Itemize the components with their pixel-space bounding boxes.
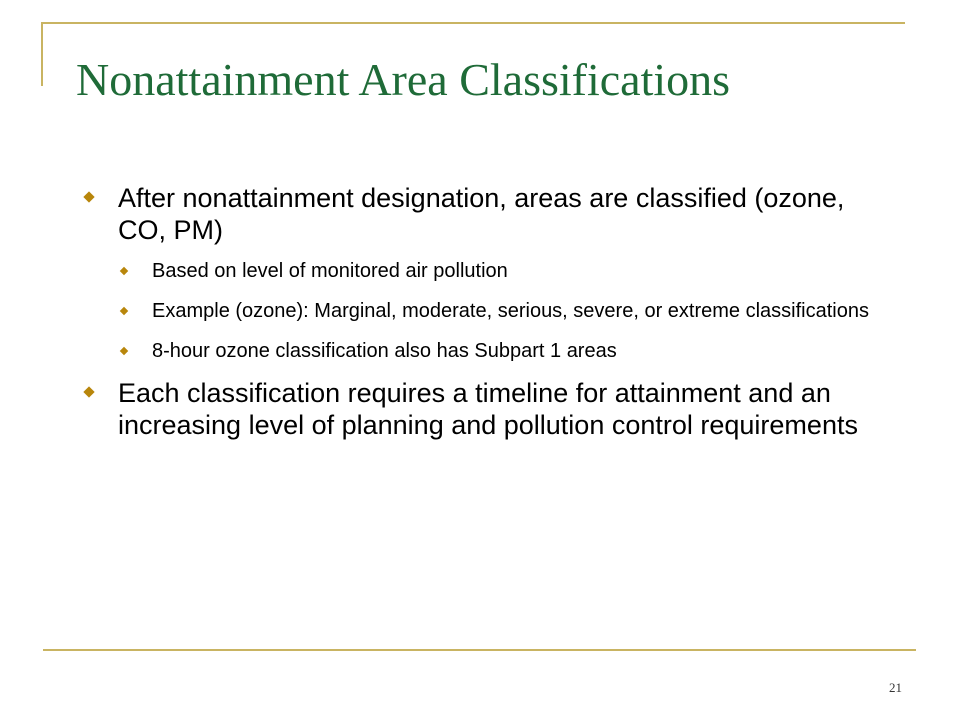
diamond-bullet-icon xyxy=(83,386,94,397)
slide-title: Nonattainment Area Classifications xyxy=(76,54,731,105)
top-frame-line xyxy=(41,22,905,24)
bullet-item xyxy=(81,377,871,441)
sub-bullet-item xyxy=(117,260,871,283)
sub-bullet-item xyxy=(117,300,871,323)
bullet-text: After nonattainment designation, areas are classified (ozone, CO, PM) xyxy=(118,183,845,245)
sub-bullet-item xyxy=(117,340,871,363)
bullet-item xyxy=(81,182,871,246)
bullet-list xyxy=(81,182,871,455)
left-frame-line xyxy=(41,22,43,86)
diamond-bullet-icon xyxy=(120,307,128,315)
sub-bullet-text: 8-hour ozone classification also has Subpart 1 areas xyxy=(152,340,617,362)
sub-bullet-text: Based on level of monitored air pollution xyxy=(152,260,508,282)
bottom-frame-line xyxy=(43,649,916,651)
slide-number: 21 xyxy=(889,680,902,695)
diamond-bullet-icon xyxy=(120,347,128,355)
diamond-bullet-icon xyxy=(120,267,128,275)
sub-bullet-text: Example (ozone): Marginal, moderate, serious, severe, or extreme classifications xyxy=(152,300,869,322)
diamond-bullet-icon xyxy=(83,191,94,202)
bullet-text: Each classification requires a timeline for attainment and an increasing level of planning and pollution control requirements xyxy=(118,378,858,440)
